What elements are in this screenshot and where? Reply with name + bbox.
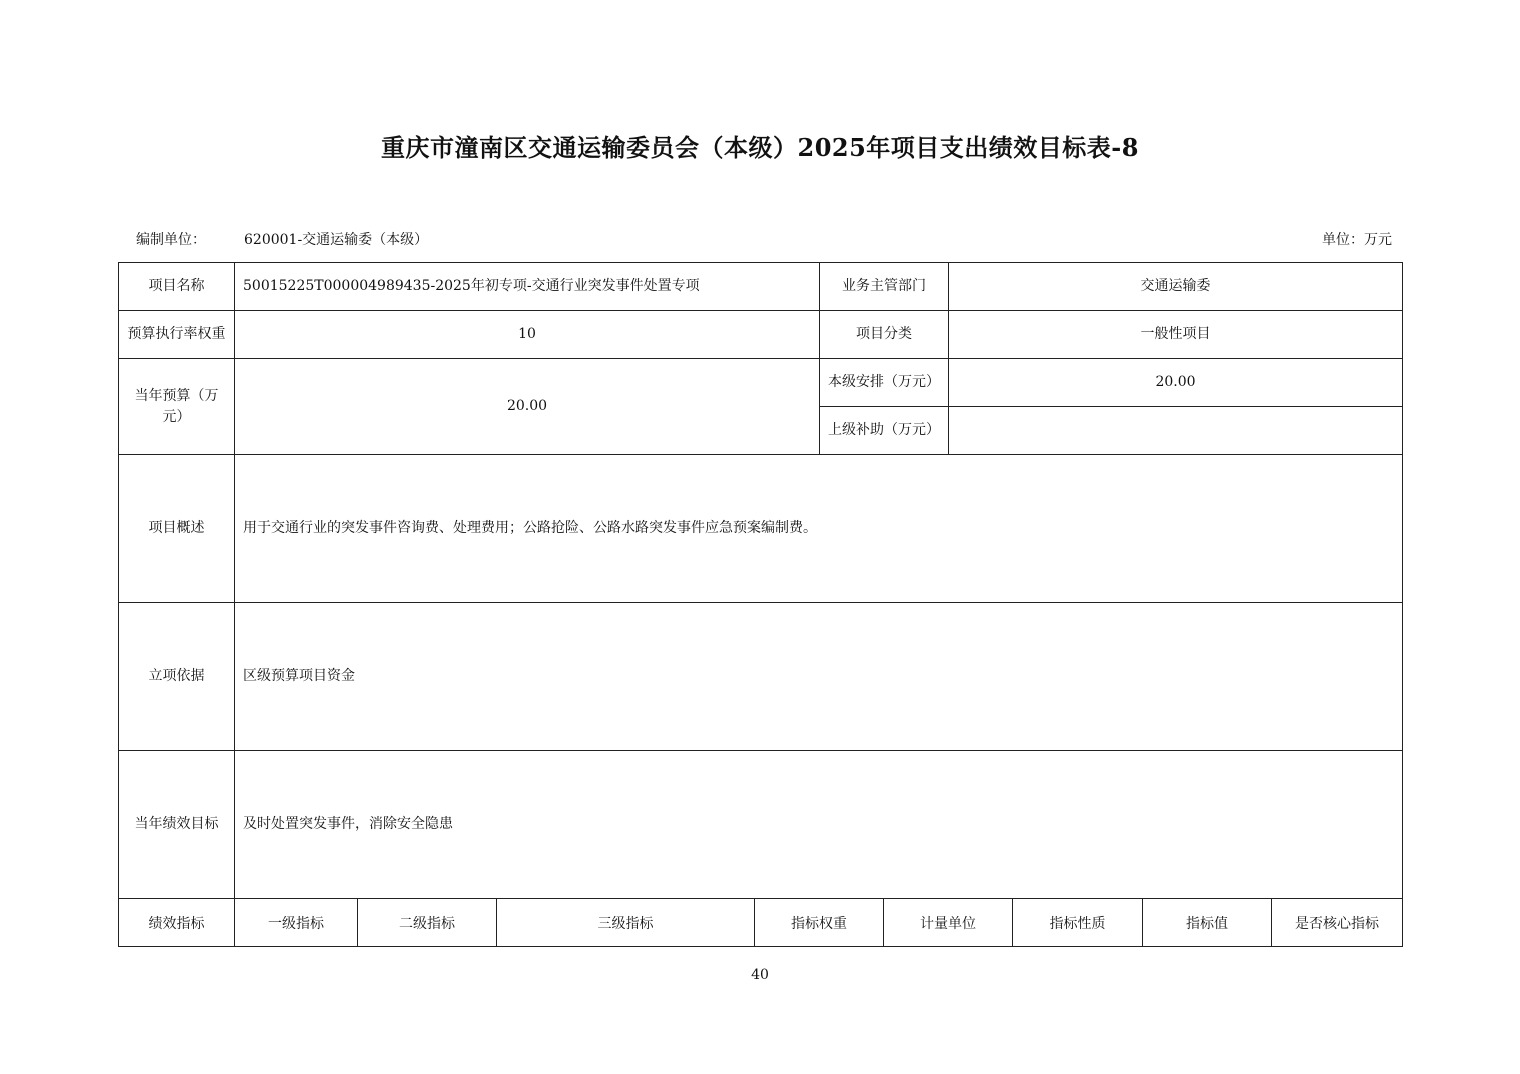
basis-value: 区级预算项目资金 bbox=[235, 603, 1403, 751]
subsidy-label: 上级补助（万元） bbox=[820, 407, 949, 455]
indicator-header: 指标值 bbox=[1143, 899, 1272, 947]
category-label: 项目分类 bbox=[820, 311, 949, 359]
budget-value: 20.00 bbox=[235, 359, 820, 455]
currency-unit: 单位：万元 bbox=[1322, 232, 1392, 248]
unit-value: 620001-交通运输委（本级） bbox=[244, 232, 429, 248]
overview-value: 用于交通行业的突发事件咨询费、处理费用；公路抢险、公路水路突发事件应急预案编制费。 bbox=[235, 455, 1403, 603]
goal-label: 当年绩效目标 bbox=[119, 751, 235, 899]
indicator-header: 是否核心指标 bbox=[1272, 899, 1403, 947]
indicator-header: 绩效指标 bbox=[119, 899, 235, 947]
indicator-header: 三级指标 bbox=[497, 899, 755, 947]
indicator-header: 计量单位 bbox=[884, 899, 1013, 947]
basis-label: 立项依据 bbox=[119, 603, 235, 751]
page-title: 重庆市潼南区交通运输委员会（本级）2025年项目支出绩效目标表-8 bbox=[381, 133, 1139, 162]
overview-label: 项目概述 bbox=[119, 455, 235, 603]
budget-label: 当年预算（万元） bbox=[119, 359, 235, 455]
category-value: 一般性项目 bbox=[949, 311, 1403, 359]
dept-value: 交通运输委 bbox=[949, 263, 1403, 311]
goal-value: 及时处置突发事件，消除安全隐患 bbox=[235, 751, 1403, 899]
indicator-header: 二级指标 bbox=[358, 899, 497, 947]
local-label: 本级安排（万元） bbox=[820, 359, 949, 407]
dept-label: 业务主管部门 bbox=[820, 263, 949, 311]
project-name-label: 项目名称 bbox=[119, 263, 235, 311]
indicator-header: 指标权重 bbox=[755, 899, 884, 947]
local-value: 20.00 bbox=[949, 359, 1403, 407]
indicator-header: 指标性质 bbox=[1013, 899, 1143, 947]
page-number: 40 bbox=[751, 967, 769, 983]
indicator-header: 一级指标 bbox=[235, 899, 358, 947]
weight-label: 预算执行率权重 bbox=[119, 311, 235, 359]
project-info-table bbox=[118, 262, 1403, 899]
project-name-value: 50015225T000004989435-2025年初专项-交通行业突发事件处置专项 bbox=[235, 263, 820, 311]
indicator-header-table bbox=[118, 898, 1403, 947]
subsidy-value bbox=[949, 407, 1403, 455]
unit-label: 编制单位： bbox=[136, 232, 206, 248]
weight-value: 10 bbox=[235, 311, 820, 359]
